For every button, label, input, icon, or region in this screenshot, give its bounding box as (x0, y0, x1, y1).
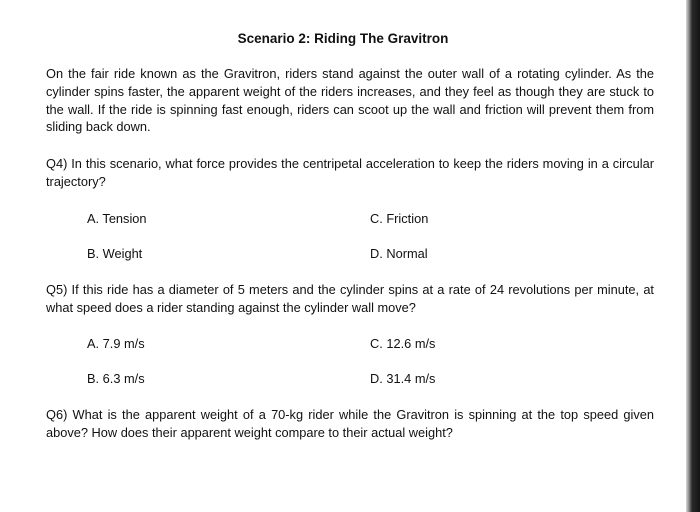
page-edge-shadow (686, 0, 700, 512)
question-q4: Q4) In this scenario, what force provides the centripetal acceleration to keep the riders moving in a circular trajectory? (46, 156, 654, 189)
intro-paragraph: On the fair ride known as the Gravitron, riders stand against the outer wall of a rotating cylinder. As the cylinder spins faster, the apparent weight of the riders increases, and they feel as though they are stuck to the wall. If the ride is spinning fast enough, riders can scoot up the wall and friction will prevent them from sliding back down. (46, 66, 654, 135)
question-q6: Q6) What is the apparent weight of a 70-kg rider while the Gravitron is spinning at the top speed given above? How does their apparent weight compare to their actual weight? (46, 407, 654, 440)
q5-option-d: D. 31.4 m/s (370, 371, 436, 386)
q4-option-a: A. Tension (87, 211, 147, 226)
q4-option-b: B. Weight (87, 246, 143, 261)
q4-option-d: D. Normal (370, 246, 428, 261)
scenario-title: Scenario 2: Riding The Gravitron (237, 31, 449, 46)
q5-option-b: B. 6.3 m/s (87, 371, 145, 386)
q5-option-c: C. 12.6 m/s (370, 336, 436, 351)
question-q5: Q5) If this ride has a diameter of 5 meters and the cylinder spins at a rate of 24 revolutions per minute, at what speed does a rider standing against the cylinder wall move? (46, 282, 654, 315)
q5-option-a: A. 7.9 m/s (87, 336, 145, 351)
q4-option-c: C. Friction (370, 211, 429, 226)
